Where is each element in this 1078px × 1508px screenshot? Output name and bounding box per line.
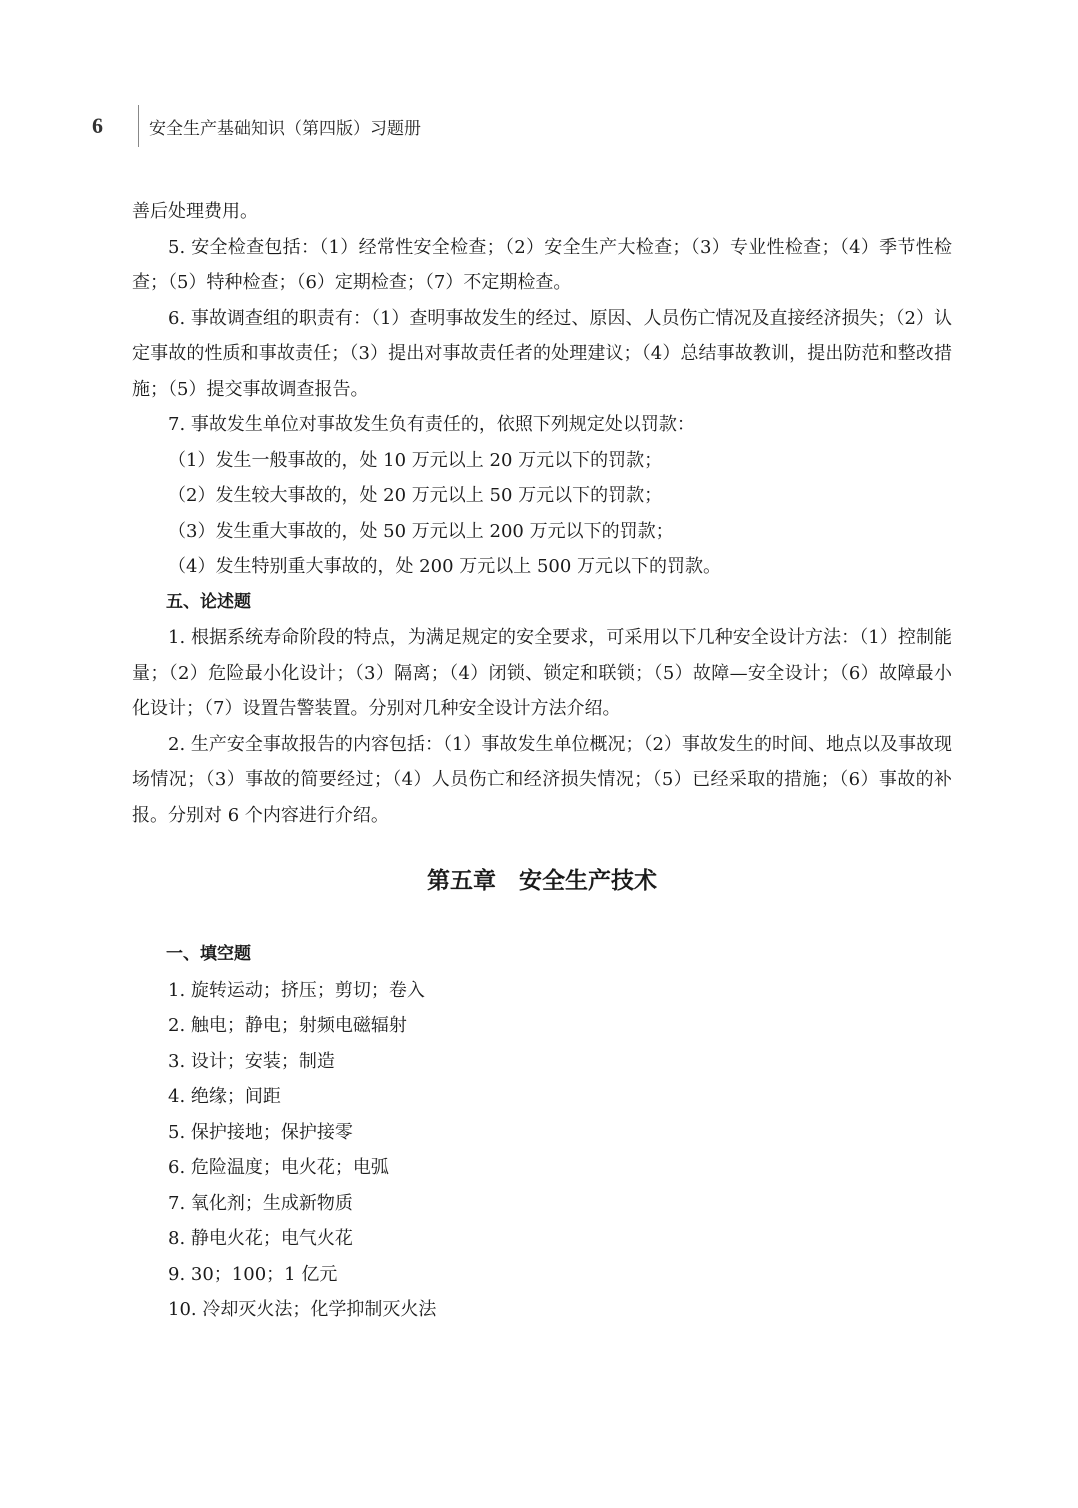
paragraph: 4. 绝缘；间距 xyxy=(168,1086,281,1107)
page-body xyxy=(132,194,952,1328)
paragraph: （4）发生特别重大事故的，处 200 万元以上 500 万元以下的罚款。 xyxy=(168,556,722,577)
paragraph: 9. 30；100；1 亿元 xyxy=(168,1263,338,1285)
chapter-title: 第五章 安全生产技术 xyxy=(427,868,657,894)
paragraph: 8. 静电火花；电气火花 xyxy=(168,1228,353,1249)
paragraph: 善后处理费用。 xyxy=(132,201,258,222)
paragraph: （2）发生较大事故的，处 20 万元以上 50 万元以下的罚款； xyxy=(168,485,663,506)
answers-chapter-5 xyxy=(132,937,952,1328)
paragraph: 5. 安全检查包括：（1）经常性安全检查；（2）安全生产大检查；（3）专业性检查；（4）季节性检查；（5）特种检查；（6）定期检查；（7）不定期检查。 xyxy=(132,236,952,293)
section-heading: 一、填空题 xyxy=(166,944,251,964)
paragraph: 2. 生产安全事故报告的内容包括：（1）事故发生单位概况；（2）事故发生的时间、地点以及事故现场情况；（3）事故的简要经过；（4）人员伤亡和经济损失情况；（5）已经采取的措施；（6）事故的补报。分别对 6 个内容进行介绍。 xyxy=(132,733,952,826)
paragraph: 5. 保护接地；保护接零 xyxy=(168,1121,353,1143)
header-divider xyxy=(138,105,139,147)
paragraph: 1. 根据系统寿命阶段的特点，为满足规定的安全要求，可采用以下几种安全设计方法：（1）控制能量；（2）危险最小化设计；（3）隔离；（4）闭锁、锁定和联锁；（5）故障—安全设计；（6）故障最小化设计；（7）设置告警装置。分别对几种安全设计方法介绍。 xyxy=(132,627,952,719)
book-title: 安全生产基础知识（第四版）习题册 xyxy=(149,118,421,139)
answers-part-4 xyxy=(132,194,952,833)
paragraph: 10. 冷却灭火法；化学抑制灭火法 xyxy=(168,1299,437,1320)
running-header xyxy=(92,104,421,148)
paragraph: 2. 触电；静电；射频电磁辐射 xyxy=(168,1015,407,1036)
paragraph: 6. 事故调查组的职责有：（1）查明事故发生的经过、原因、人员伤亡情况及直接经济损失；（2）认定事故的性质和事故责任；（3）提出对事故责任者的处理建议；（4）总结事故教训，提出防范和整改措施；（5）提交事故调查报告。 xyxy=(132,307,952,400)
paragraph: （3）发生重大事故的，处 50 万元以上 200 万元以下的罚款； xyxy=(168,520,674,542)
paragraph: 1. 旋转运动；挤压；剪切；卷入 xyxy=(168,979,425,1001)
paragraph: 6. 危险温度；电火花；电弧 xyxy=(168,1157,389,1178)
paragraph: （1）发生一般事故的，处 10 万元以上 20 万元以下的罚款； xyxy=(168,449,663,471)
page-number: 6 xyxy=(92,113,103,138)
section-heading: 五、论述题 xyxy=(166,591,251,612)
paragraph: 3. 设计；安装；制造 xyxy=(168,1050,335,1072)
paragraph: 7. 氧化剂；生成新物质 xyxy=(168,1192,353,1214)
paragraph: 7. 事故发生单位对事故发生负有责任的，依照下列规定处以罚款： xyxy=(168,414,695,435)
